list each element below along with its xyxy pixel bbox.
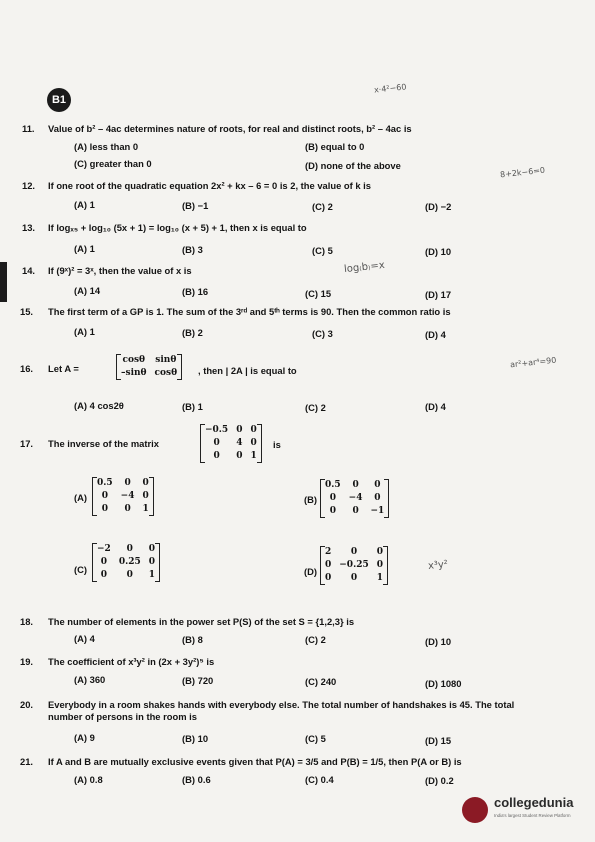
- question-text: Value of b² – 4ac determines nature of roots, for real and distinct roots, b² – 4ac is: [48, 123, 412, 134]
- collegedunia-logo: [462, 795, 582, 829]
- matrix-cell: 0: [329, 493, 336, 503]
- matrix-cell: sinθ: [155, 355, 177, 365]
- matrix-cell: −1: [370, 506, 385, 516]
- matrix-cell: 0: [250, 425, 257, 435]
- option-c: (C) 2: [312, 201, 333, 212]
- option-d-matrix: [320, 546, 388, 585]
- section-badge: B1: [47, 88, 71, 112]
- question-number: 20.: [20, 699, 34, 710]
- handwritten-note: 8+2k−6=0: [499, 165, 546, 180]
- matrix-cell: −2: [97, 544, 111, 554]
- matrix-question: [200, 424, 262, 463]
- option-c: (C) 2: [305, 634, 326, 645]
- question-number: 18.: [20, 616, 34, 627]
- graduate-icon: [462, 797, 488, 823]
- matrix-cell: 0: [213, 438, 220, 448]
- question-number: 12.: [22, 180, 36, 191]
- handwritten-note: log₍b₎=x: [343, 259, 386, 276]
- option-c: (C) greater than 0: [74, 158, 152, 169]
- matrix-cell: 0: [101, 491, 108, 501]
- matrix-cell: 0: [100, 570, 108, 580]
- option-d: (D) 0.2: [425, 775, 454, 786]
- question-text: The number of elements in the power set P(S) of the set S = {1,2,3} is: [48, 616, 355, 627]
- option-d: (D) none of the above: [305, 160, 401, 171]
- matrix-cell: 0: [376, 560, 383, 570]
- matrix-cell: −4: [348, 493, 363, 503]
- option-d: (D) 4: [425, 329, 446, 340]
- matrix-cell: 0: [148, 557, 155, 567]
- matrix-cell: 0: [142, 478, 149, 488]
- option-a: (A) 1: [74, 243, 95, 254]
- question-number: 21.: [20, 756, 34, 767]
- matrix-cell: 0: [325, 573, 332, 583]
- matrix-cell: cosθ: [154, 368, 178, 378]
- matrix-cell: 0: [350, 573, 358, 583]
- option-d: (D) −2: [425, 201, 452, 212]
- matrix-cell: 0: [350, 547, 358, 557]
- question-text: Everybody in a room shakes hands with everybody else. The total number of handshakes is 45. The total number of persons in the room is: [48, 699, 515, 722]
- logo-tagline: India's largest Student Review Platform: [494, 813, 571, 818]
- matrix-cell: 0: [325, 560, 332, 570]
- matrix-cell: 0: [126, 570, 133, 580]
- handwritten-note: x·4²−60: [373, 82, 407, 95]
- question-number: 15.: [20, 306, 34, 317]
- matrix-cell: –sinθ: [121, 368, 147, 378]
- option-a: (A) 360: [74, 674, 106, 685]
- matrix-cell: 0: [124, 504, 131, 514]
- question-text: The first term of a GP is 1. The sum of the 3ʳᵈ and 5ᵗʰ terms is 90. Then the common ratio is: [48, 306, 451, 317]
- matrix-cell: 1: [250, 451, 257, 461]
- option-a: (A) 1: [74, 199, 95, 210]
- question-text-continued: , then | 2A | is equal to: [198, 365, 297, 376]
- question-text: If one root of the quadratic equation 2x² + kx – 6 = 0 is 2, the value of k is: [48, 180, 372, 191]
- matrix-cell: 0: [376, 547, 383, 557]
- question-text-continued: is: [273, 439, 281, 450]
- matrix-cell: 0: [374, 480, 381, 490]
- question-text: If logₓ₅ + log₁₀ (5x + 1) = log₁₀ (x + 5) + 1, then x is equal to: [48, 222, 307, 233]
- option-a: (A) less than 0: [74, 141, 139, 152]
- matrix-cell: 0: [374, 493, 381, 503]
- matrix-cell: 0.5: [97, 478, 113, 488]
- option-b-label: (B): [304, 494, 318, 505]
- option-a-matrix: [92, 477, 154, 516]
- matrix-cell: 0: [126, 544, 133, 554]
- option-b-matrix: [320, 479, 389, 518]
- option-d: (D) 10: [425, 636, 452, 647]
- question-number: 19.: [20, 656, 34, 667]
- option-b: (B) 720: [182, 675, 214, 686]
- question-text: If A and B are mutually exclusive events given that P(A) = 3/5 and P(B) = 1/5, then P(A or B) is: [48, 756, 462, 767]
- question-number: 11.: [22, 123, 35, 134]
- matrix-cell: 1: [148, 570, 155, 580]
- option-b: (B) 10: [182, 733, 209, 744]
- option-d-label: (D): [304, 566, 318, 577]
- option-b: (B) 16: [182, 286, 209, 297]
- matrix-cell: 0: [148, 544, 155, 554]
- option-a: (A) 0.8: [74, 774, 103, 785]
- option-d: (D) 4: [425, 401, 446, 412]
- handwritten-note: x³y²: [427, 558, 449, 573]
- matrix-cell: 0: [142, 491, 149, 501]
- option-c: (C) 240: [305, 676, 337, 687]
- option-d: (D) 10: [425, 246, 452, 257]
- option-a-label: (A): [74, 492, 88, 503]
- option-c: (C) 0.4: [305, 774, 334, 785]
- question-text: Let A =: [48, 363, 79, 374]
- option-c: (C) 5: [305, 733, 326, 744]
- matrix-cell: −4: [120, 491, 135, 501]
- matrix-cell: 4: [236, 438, 243, 448]
- option-c: (C) 5: [312, 245, 333, 256]
- option-a: (A) 4: [74, 633, 95, 644]
- option-a: (A) 9: [74, 732, 95, 743]
- matrix-cell: 0.5: [325, 480, 341, 490]
- matrix-cell: cosθ: [122, 355, 146, 365]
- matrix-cell: −0.5: [205, 425, 229, 435]
- option-a: (A) 14: [74, 285, 101, 296]
- option-a: (A) 4 cos2θ: [74, 400, 124, 411]
- option-c: (C) 15: [305, 288, 332, 299]
- question-number: 14.: [22, 265, 36, 276]
- question-text: The coefficient of x³y² in (2x + 3y²)⁵ is: [48, 656, 215, 667]
- matrix-cell: 0: [236, 451, 243, 461]
- option-c-label: (C): [74, 564, 88, 575]
- matrix-cell: 0: [236, 425, 243, 435]
- logo-brand: collegedunia: [494, 795, 574, 810]
- option-b: (B) equal to 0: [305, 141, 365, 152]
- matrix-cell: 2: [325, 547, 332, 557]
- matrix-cell: 0: [100, 557, 108, 567]
- matrix-a: [116, 354, 182, 380]
- matrix-cell: 0: [352, 480, 359, 490]
- matrix-cell: 0.25: [118, 557, 141, 567]
- question-text: The inverse of the matrix: [48, 438, 159, 449]
- option-b: (B) 2: [182, 327, 203, 338]
- matrix-cell: 0: [329, 506, 336, 516]
- option-c: (C) 3: [312, 328, 333, 339]
- option-d: (D) 17: [425, 289, 452, 300]
- question-text: If (9ˣ)² = 3ˣ, then the value of x is: [48, 265, 192, 276]
- question-number: 13.: [22, 222, 36, 233]
- question-number: 16.: [20, 363, 34, 374]
- option-b: (B) −1: [182, 200, 209, 211]
- matrix-cell: −0.25: [339, 560, 369, 570]
- option-d: (D) 15: [425, 735, 452, 746]
- matrix-cell: 1: [376, 573, 383, 583]
- option-c: (C) 2: [305, 402, 326, 413]
- option-d: (D) 1080: [425, 678, 462, 689]
- matrix-cell: 0: [352, 506, 359, 516]
- option-b: (B) 3: [182, 244, 203, 255]
- option-a: (A) 1: [74, 326, 95, 337]
- page-edge-tab: [0, 262, 7, 302]
- option-b: (B) 0.6: [182, 774, 211, 785]
- matrix-cell: 0: [213, 451, 220, 461]
- matrix-cell: 0: [101, 504, 108, 514]
- matrix-cell: 1: [142, 504, 149, 514]
- question-number: 17.: [20, 438, 34, 449]
- option-b: (B) 1: [182, 401, 203, 412]
- handwritten-note: ar²+ar⁴=90: [509, 355, 557, 370]
- matrix-cell: 0: [124, 478, 131, 488]
- option-b: (B) 8: [182, 634, 203, 645]
- matrix-cell: 0: [250, 438, 257, 448]
- option-c-matrix: [92, 543, 160, 582]
